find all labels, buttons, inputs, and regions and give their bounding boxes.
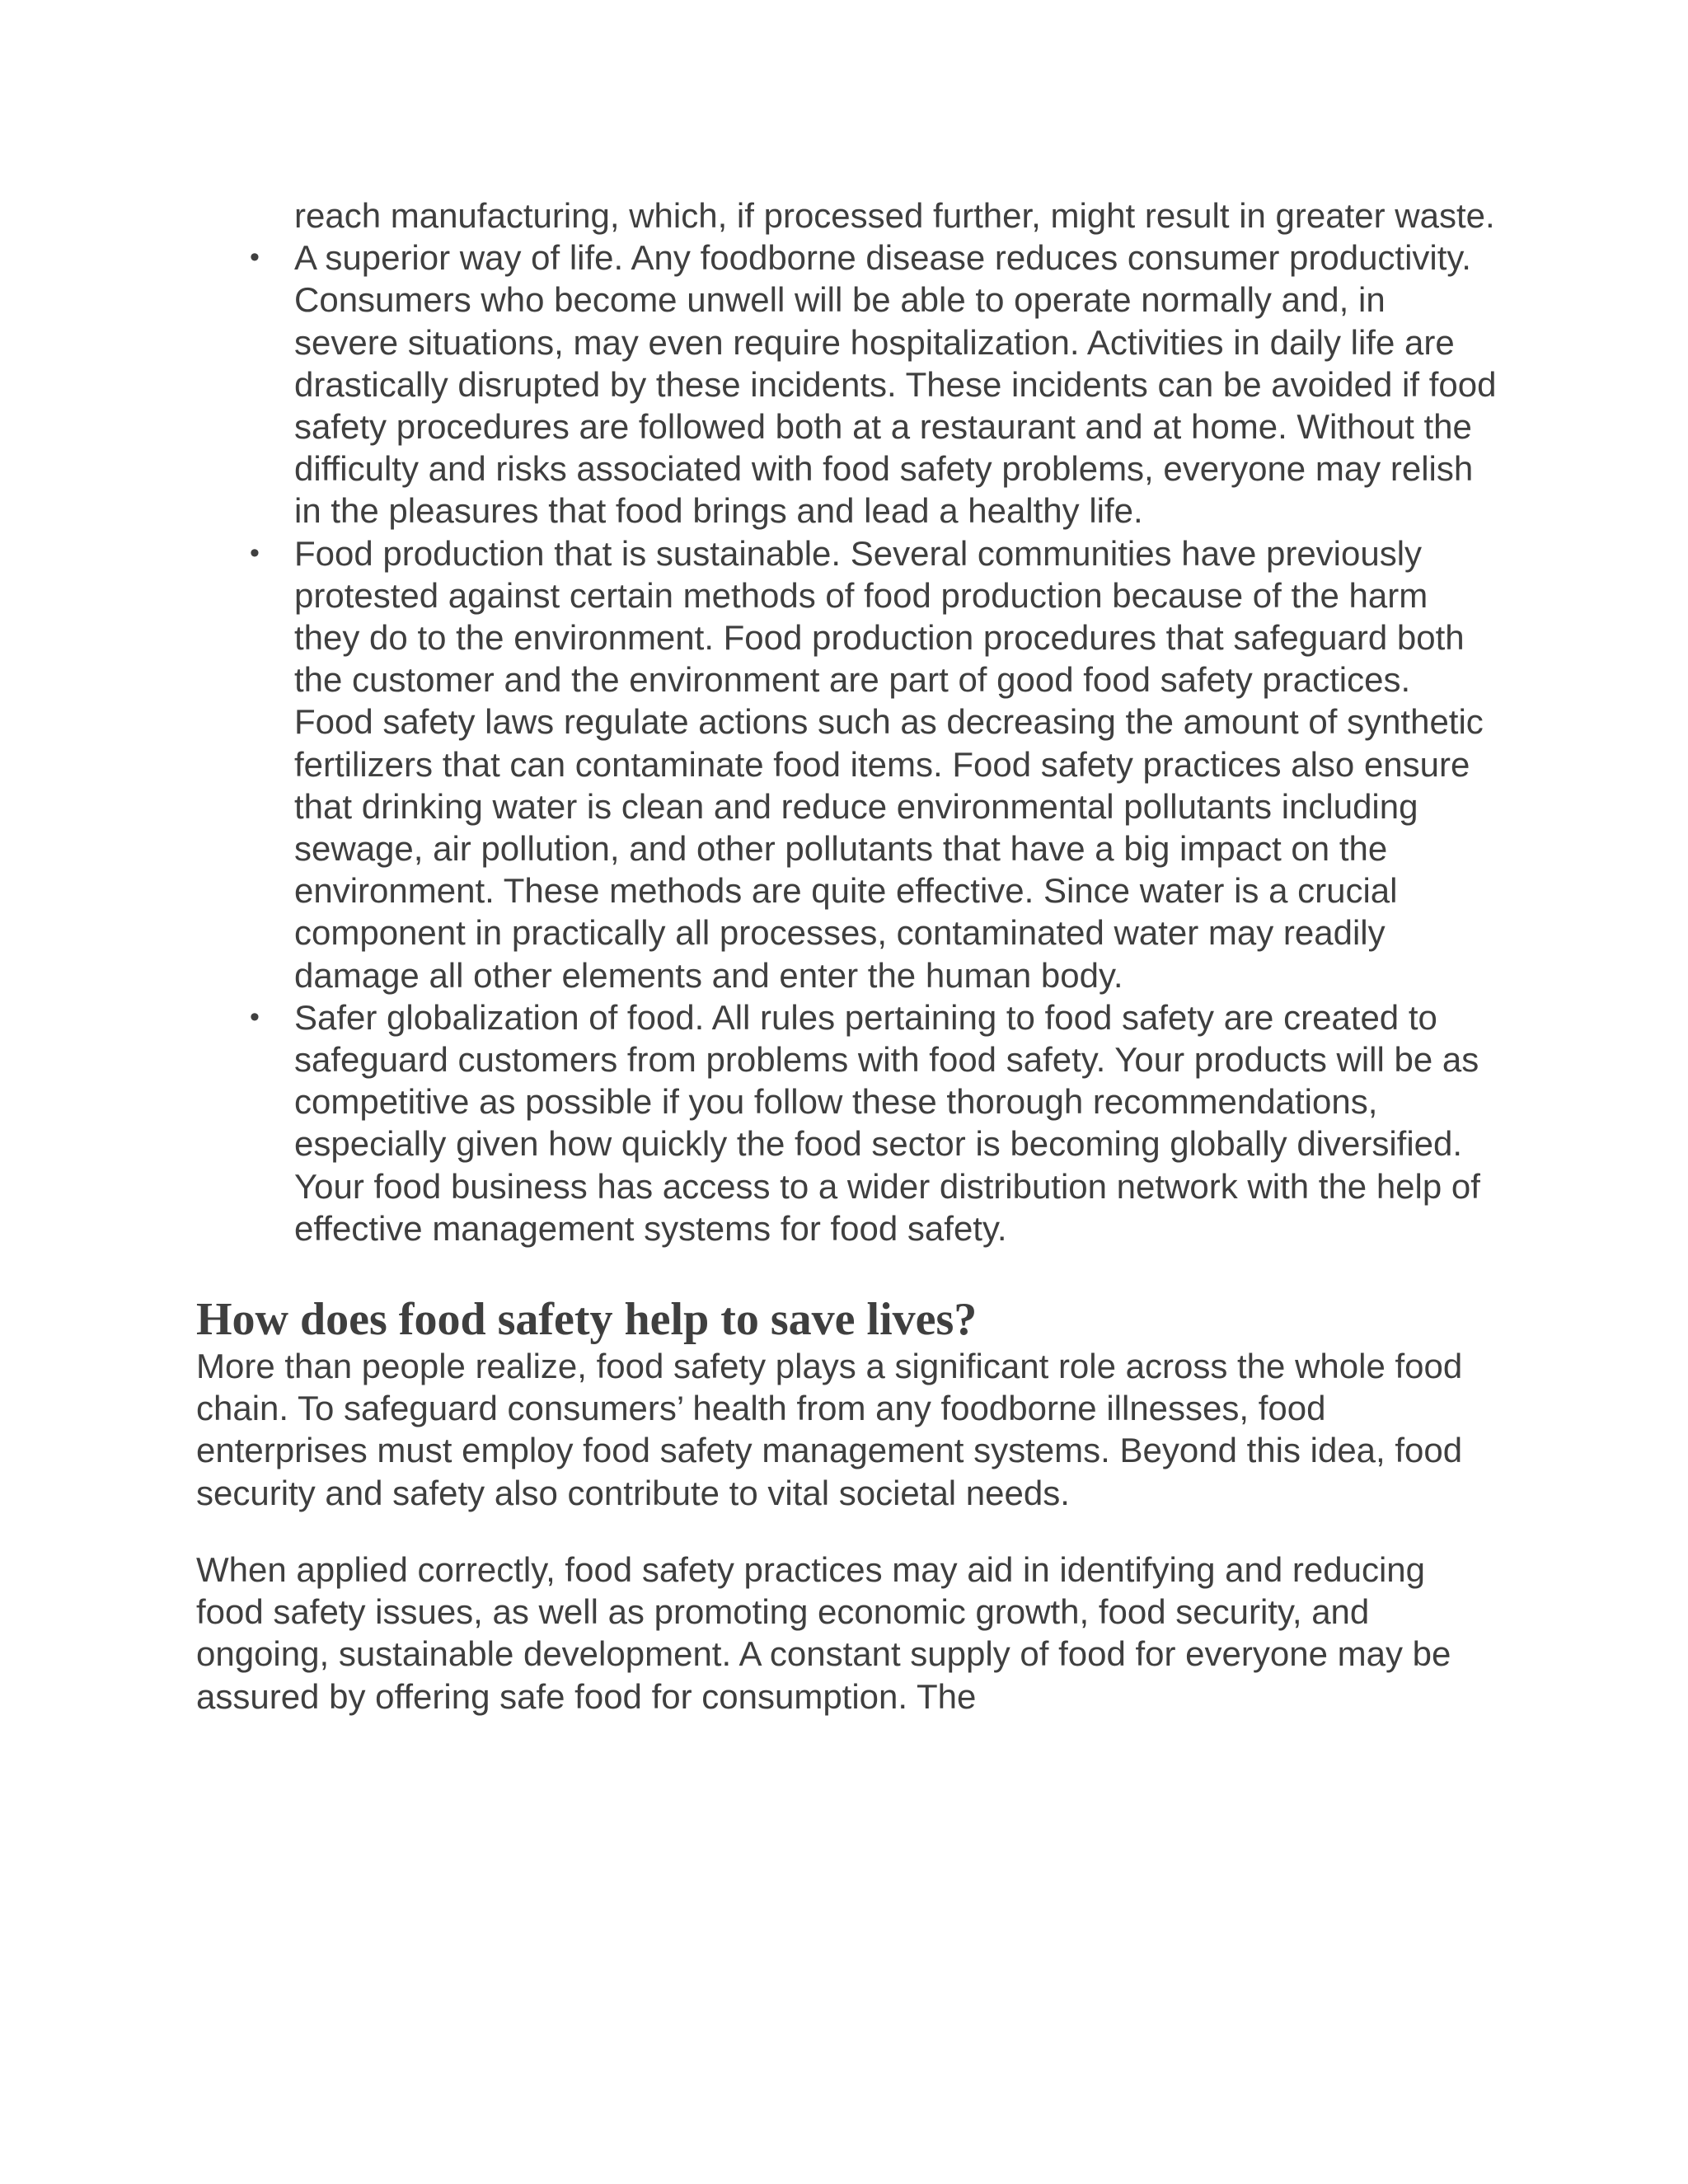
bullet-marker: • [250, 241, 260, 274]
bullet-text: Safer globalization of food. All rules pertaining to food safety are created to safeguard customers from problems with food safety. Your products will be as competitive as possible if you follow these thorough recommendations, especially given how quickly the food sector is becoming globally diversified. Your food business has access to a wider distribution network with the help of effective management systems for food safety. [294, 997, 1480, 1248]
bullet-item-sustainable-production [250, 532, 1498, 996]
section-heading: How does food safety help to save lives? [196, 1294, 978, 1346]
bullet-text: A superior way of life. Any foodborne disease reduces consumer productivity. Consumers who become unwell will be able to operate normally and, in severe situations, may even require hospitalization. Activities in daily life are drastically disrupted by these incidents. These incidents can be avoided if food safety procedures are followed both at a restaurant and at home. Without the difficulty and risks associated with food safety problems, everyone may relish in the pleasures that food brings and lead a healthy life. [294, 238, 1497, 531]
bullet-item-safer-globalization [250, 996, 1498, 1249]
bullet-marker: • [250, 1001, 260, 1033]
continuation-paragraph: reach manufacturing, which, if processed further, might result in greater waste. [294, 196, 1495, 235]
benefits-bullet-list [196, 237, 1498, 1249]
section-paragraph-1: More than people realize, food safety plays a significant role across the whole food chain. To safeguard consumers’ health from any foodborne illnesses, food enterprises must employ food safety management systems. Beyond this idea, food security and safety also contribute to vital societal needs. [196, 1347, 1463, 1512]
bullet-item-way-of-life [250, 237, 1498, 532]
section-paragraph-2: When applied correctly, food safety practices may aid in identifying and reducing food safety issues, as well as promoting economic growth, food security, and ongoing, sustainable development. A constant supply of food for everyone may be assured by offering safe food for consumption. The [196, 1549, 1451, 1716]
bullet-text: Food production that is sustainable. Several communities have previously protested against certain methods of food production because of the harm they do to the environment. Food production procedures that safeguard both the customer and the environment are part of good food safety practices. Food safety laws regulate actions such as decreasing the amount of synthetic fertilizers that can contaminate food items. Food safety practices also ensure that drinking water is clean and reduce environmental pollutants including sewage, air pollution, and other pollutants that have a big impact on the environment. These methods are quite effective. Since water is a crucial component in practically all processes, contaminated water may readily damage all other elements and enter the human body. [294, 533, 1484, 995]
bullet-marker: • [250, 537, 260, 569]
page-content [196, 194, 1498, 1718]
